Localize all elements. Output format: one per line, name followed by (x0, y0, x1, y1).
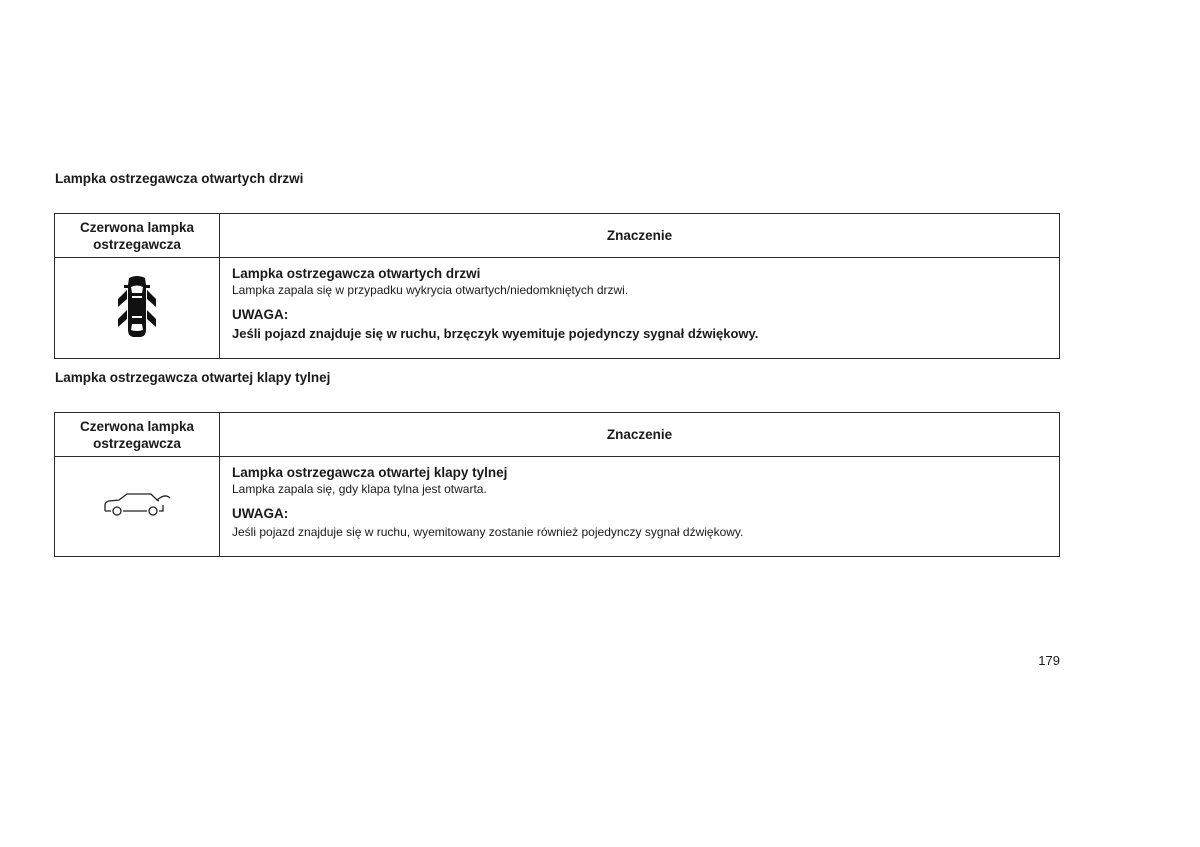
icon-cell (55, 258, 220, 359)
icon-cell (55, 457, 220, 557)
page-number: 179 (1038, 653, 1060, 668)
note-label: UWAGA: (232, 307, 289, 322)
description-cell (220, 457, 1060, 557)
section-heading-doors: Lampka ostrzegawcza otwartych drzwi (55, 171, 304, 186)
table-row (55, 258, 1060, 359)
tailgate-open-icon (101, 504, 173, 521)
warning-table-doors (54, 213, 1060, 359)
description-title: Lampka ostrzegawcza otwartych drzwi (232, 266, 481, 281)
section-heading-tailgate: Lampka ostrzegawcza otwartej klapy tylnej (55, 370, 331, 385)
note-label: UWAGA: (232, 506, 289, 521)
warning-table-tailgate (54, 412, 1060, 557)
description-title: Lampka ostrzegawcza otwartej klapy tylnej (232, 465, 508, 480)
table-row (55, 457, 1060, 557)
note-text: Jeśli pojazd znajduje się w ruchu, wyemitowany zostanie również pojedynczy sygnał dźwiękowy. (232, 525, 744, 539)
description-cell (220, 258, 1060, 359)
header-meaning: Znaczenie (220, 413, 1060, 457)
description-text: Lampka zapala się w przypadku wykrycia otwartych/niedomkniętych drzwi. (232, 283, 629, 297)
car-doors-open-icon (112, 327, 162, 344)
note-text: Jeśli pojazd znajduje się w ruchu, brzęczyk wyemituje pojedynczy sygnał dźwiękowy. (232, 326, 759, 341)
header-lamp: Czerwona lampka ostrzegawcza (55, 413, 220, 457)
table-header-row (55, 214, 1060, 258)
table-header-row (55, 413, 1060, 457)
description-text: Lampka zapala się, gdy klapa tylna jest otwarta. (232, 482, 487, 496)
header-meaning: Znaczenie (220, 214, 1060, 258)
header-lamp: Czerwona lampka ostrzegawcza (55, 214, 220, 258)
